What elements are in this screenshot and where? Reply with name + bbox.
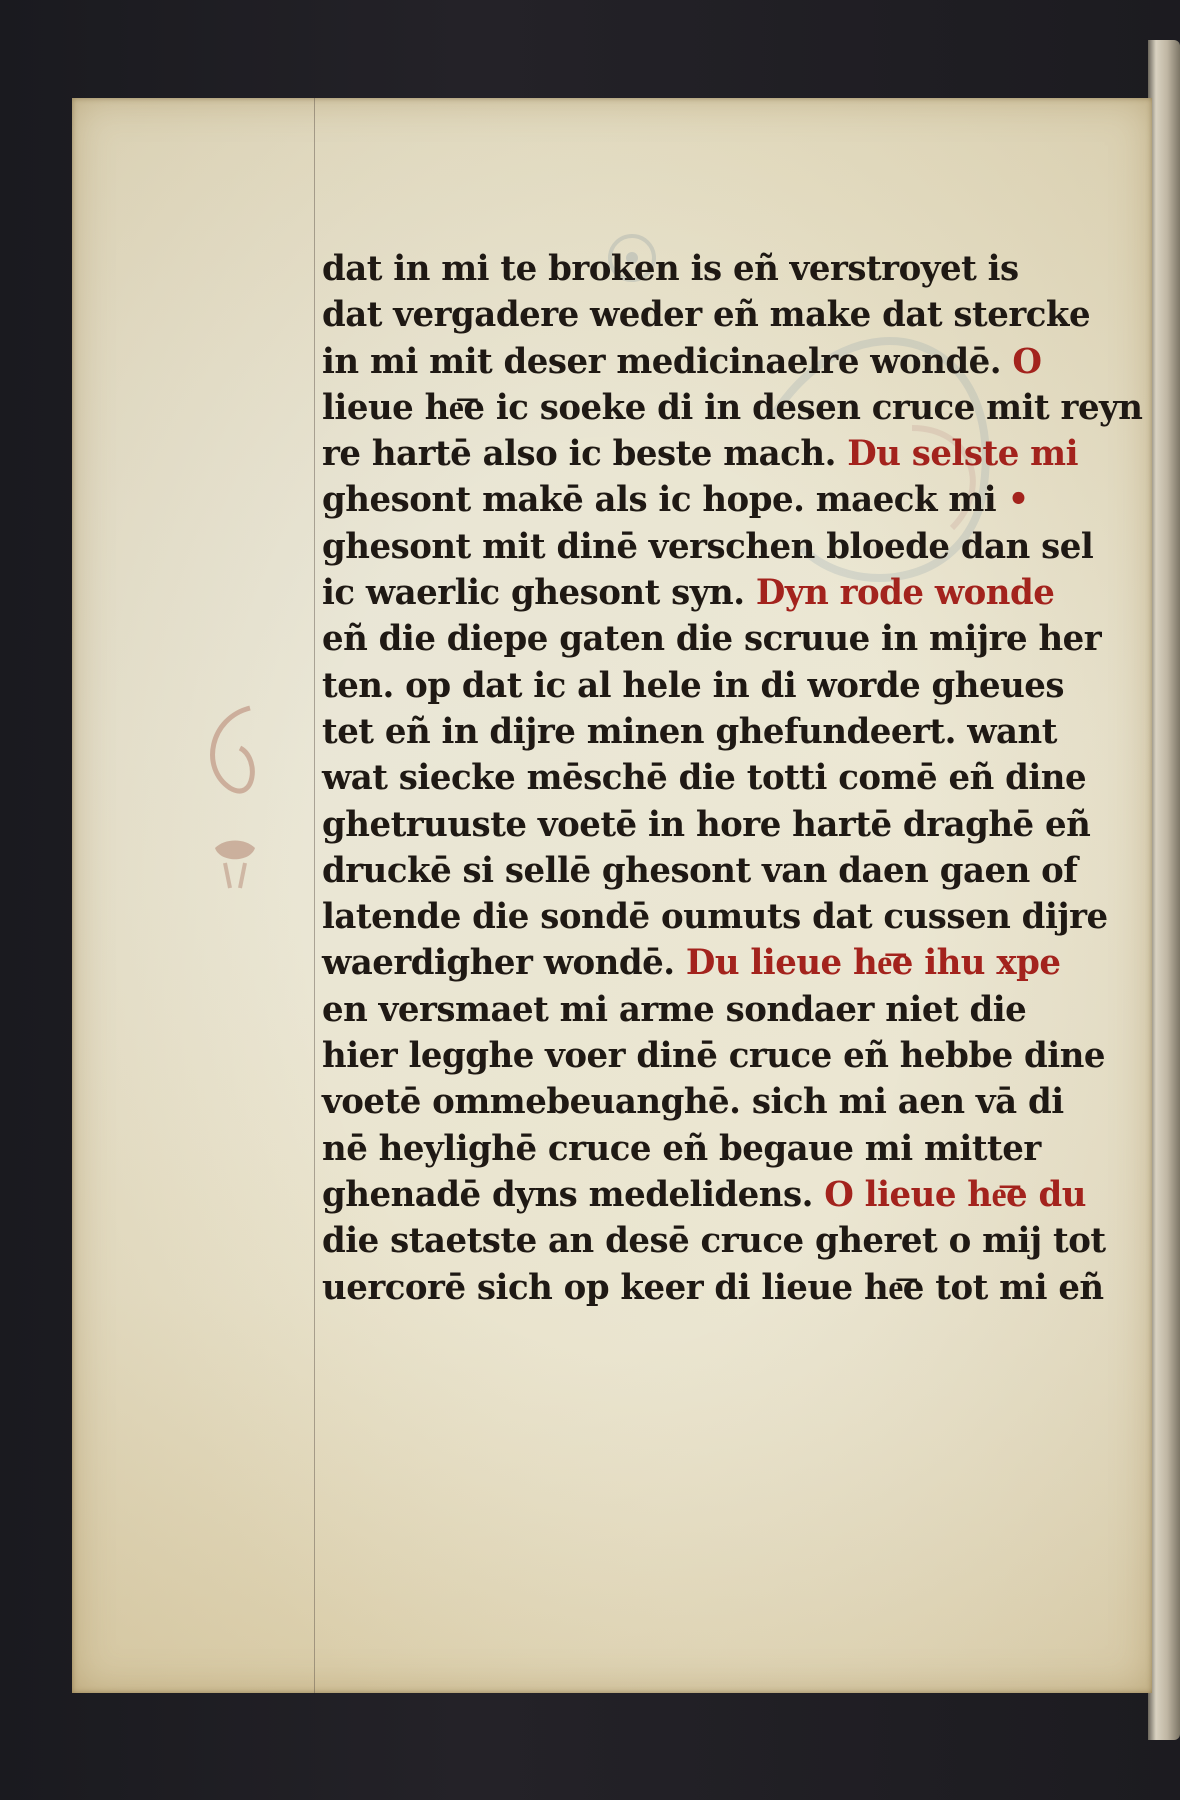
text-line: ic waerlic ghesont syn. Dyn rode wonde [322,572,1055,614]
text-line: re hartē also ic beste mach. Du selste mi [322,433,1079,475]
text-line: voetē ommebeuanghē. sich mi aen vā di [322,1081,1064,1123]
rubric-initial: O lieue he͞e du [824,1173,1086,1215]
text-line: dat in mi te broken is eñ verstroyet is [322,248,1019,289]
text-line: uercorē sich op keer di lieue he͞e tot mi eñ [322,1266,1104,1308]
manuscript-leaf [72,98,1152,1693]
rubric-initial: Du lieue he͞e ihu xpe [685,942,1061,984]
text-line: hier legghe voer dinē cruce eñ hebbe dine [322,1035,1106,1077]
text-block [322,246,1152,1311]
text-line: tet eñ in dijre minen ghefundeert. want [322,710,1057,752]
text-line: ten. op dat ic al hele in di worde gheues [322,664,1065,706]
text-line: ghenadē dyns medelidens. O lieue he͞e du [322,1173,1086,1215]
rubric-mark: • [1007,479,1029,521]
next-leaf-edge [1148,40,1180,1740]
text-line: nē heylighē cruce eñ begaue mi mitter [322,1127,1041,1169]
text-line: ghetruuste voetē in hore hartē draghē eñ [322,803,1091,845]
text-line: waerdigher wondē. Du lieue he͞e ihu xpe [322,942,1061,984]
text-line: ghesont mit dinē verschen bloede dan sel [322,525,1094,567]
rubric-initial: Du selste mi [847,433,1079,475]
text-line: eñ die diepe gaten die scruue in mijre her [322,618,1102,660]
text-line: druckē si sellē ghesont van daen gaen of [322,849,1078,891]
text-line: ghesont makē als ic hope. maeck mi • [322,479,1029,521]
show-through-figure [200,698,270,898]
rubric-initial: O [1012,340,1042,382]
rubric-initial: Dyn rode wonde [755,572,1055,614]
text-line: die staetste an desē cruce gheret o mij tot [322,1220,1106,1262]
text-line: latende die sondē oumuts dat cussen dijre [322,896,1108,938]
text-line: lieue he͞e ic soeke di in desen cruce mit reyn [322,386,1143,428]
text-line: dat vergadere weder eñ make dat stercke [322,294,1091,336]
text-line: wat siecke mēschē die totti comē eñ dine [322,757,1087,799]
ruling-line [314,98,315,1693]
text-line: in mi mit deser medicinaelre wondē. O [322,340,1042,382]
text-line: en versmaet mi arme sondaer niet die [322,988,1027,1030]
